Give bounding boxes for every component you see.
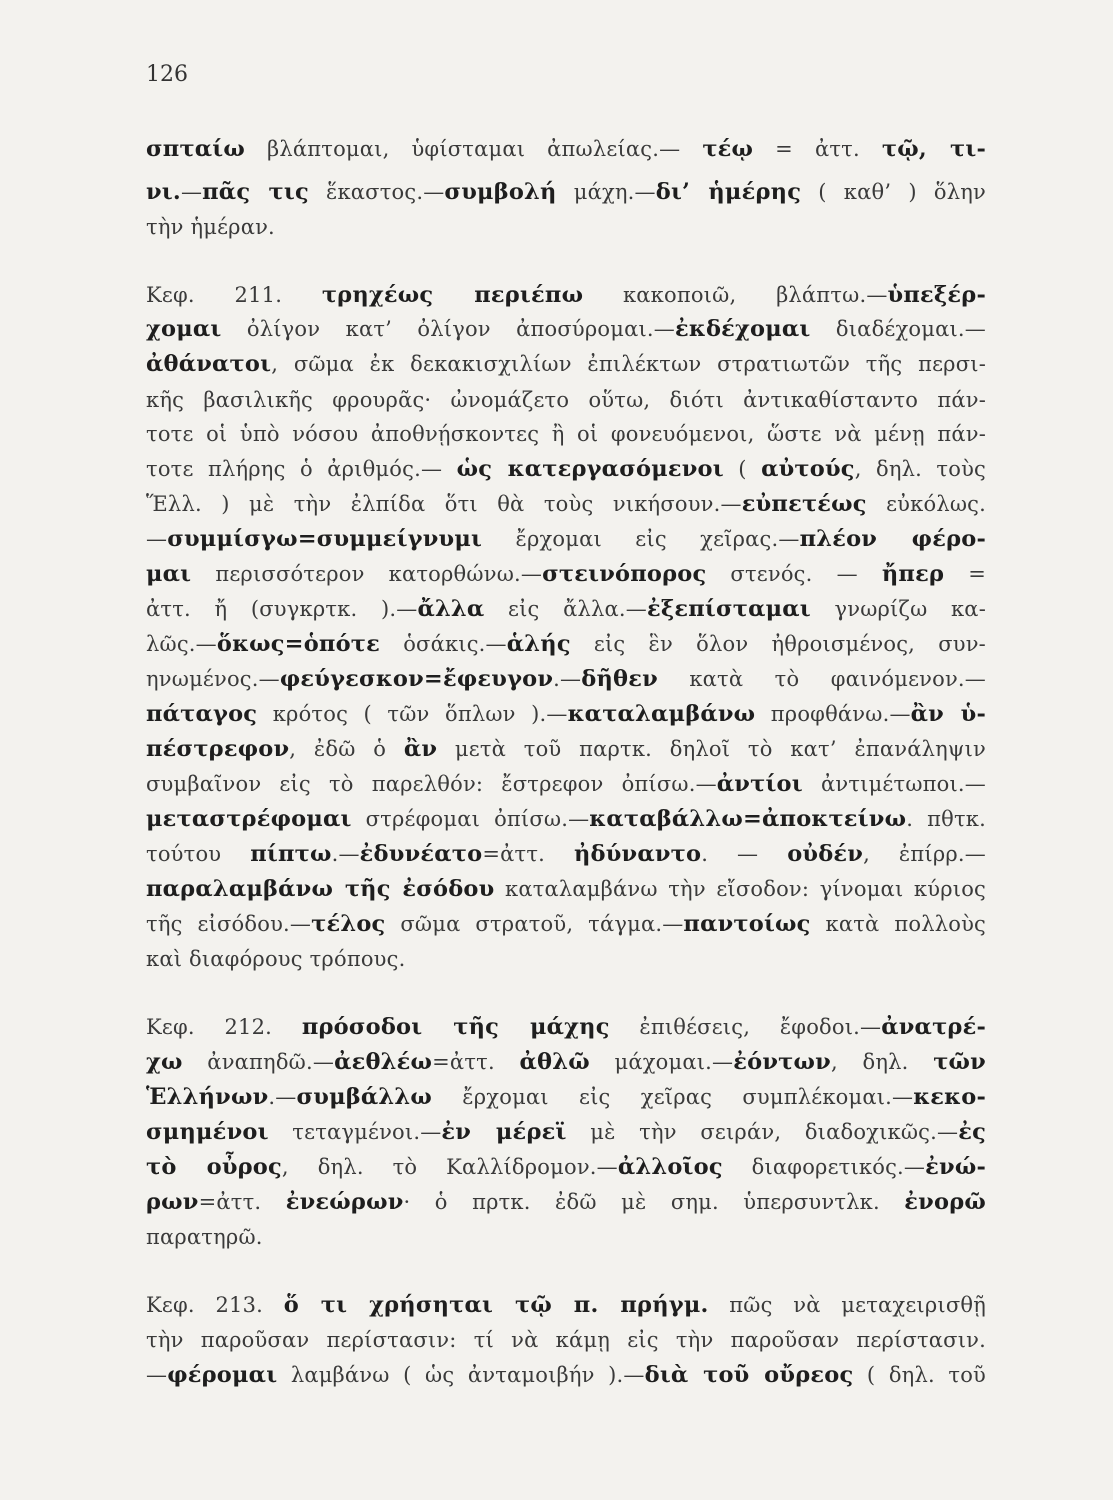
text-line <box>146 1191 986 1214</box>
gloss: = <box>944 562 987 586</box>
headword: σπταίω <box>146 136 246 162</box>
gloss: εἰς ἓν ὅλον ἠθροισμένος, συν- <box>570 632 986 656</box>
gloss: κατὰ πολλοὺς <box>810 912 986 936</box>
headword: ἐόντων <box>733 1049 831 1075</box>
gloss: λαμβάνω ( ὡς ἀνταμοιβήν ).— <box>277 1363 645 1387</box>
headword: καταλαμβάνω <box>567 701 756 727</box>
text-line <box>146 738 986 761</box>
gloss: — <box>146 1363 168 1387</box>
gloss: διαφορετικός.— <box>722 1155 926 1179</box>
headword: δι’ ἡμέρης <box>655 179 802 205</box>
gloss: Ἕλλ. ) μὲ τὴν ἐλπίδα ὅτι θὰ τοὺς νικήσουν.— <box>146 492 742 516</box>
gloss: μάχομαι.— <box>589 1050 734 1074</box>
gloss: τοτε οἱ ὑπὸ νόσου ἀποθνῄσκοντες ἢ οἱ φονευόμενοι, ὥστε νὰ μένῃ πάν- <box>146 422 986 446</box>
headword: τῶν <box>933 1049 986 1075</box>
gloss: ὀλίγον κατ’ ὀλίγον ἀποσύρομαι.— <box>221 317 675 341</box>
headword: χομαι <box>146 316 222 342</box>
text-line <box>146 1294 986 1317</box>
headword: ἠδύναντο <box>573 841 702 867</box>
text-line <box>146 216 986 239</box>
headword: τέλος <box>311 911 386 937</box>
gloss: .— <box>268 1085 297 1109</box>
headword: ἁλής <box>506 631 571 657</box>
text-line <box>146 1121 986 1144</box>
gloss: Κεφ. 212. <box>146 1015 302 1039</box>
gloss: κακοποιῶ, βλάπτω.— <box>583 283 888 307</box>
text-line <box>146 181 986 204</box>
gloss: =ἀττ. <box>482 842 574 866</box>
text-line <box>146 138 986 161</box>
gloss: βλάπτομαι, ὑφίσταμαι ἀπωλείας.— <box>245 137 703 161</box>
text-line <box>146 493 986 516</box>
gloss: κῆς βασιλικῆς φρουρᾶς· ὠνομάζετο οὕτω, διότι ἀντικαθίσταντο πάν- <box>146 388 986 412</box>
headword: ἀθλῶ <box>519 1049 590 1075</box>
gloss: τὴν ἡμέραν. <box>146 215 275 239</box>
gloss: ἀναπηδῶ.— <box>182 1050 335 1074</box>
headword: παντοίως <box>683 911 811 937</box>
text-line <box>146 318 986 341</box>
headword: παραλαμβάνω τῆς ἐσόδου <box>146 876 495 902</box>
gloss: τοτε πλήρης ὁ ἀριθμός.— <box>146 457 457 481</box>
gloss: πῶς νὰ μεταχειρισθῇ <box>708 1293 986 1317</box>
gloss: . πθτκ. <box>906 807 986 831</box>
gloss: στρέφομαι ὀπίσω.— <box>351 807 590 831</box>
headword: τέῳ <box>702 136 754 162</box>
text-line <box>146 703 986 726</box>
text-line <box>146 563 986 586</box>
text-line <box>146 1086 986 1109</box>
headword: πᾶς τις <box>202 179 309 205</box>
gloss: ἀντιμέτωποι.— <box>802 772 986 796</box>
gloss: ἐπιθέσεις, ἔφοδοι.— <box>609 1015 882 1039</box>
headword: φεύγεσκον=ἔφευγον <box>279 666 554 692</box>
text-line <box>146 1016 986 1039</box>
headword: πέστρεφον <box>146 736 290 762</box>
gloss: ηνωμένος.— <box>146 667 280 691</box>
headword: χω <box>146 1049 183 1075</box>
text-line <box>146 878 986 901</box>
gloss: κατὰ τὸ φαινόμενον.— <box>657 667 986 691</box>
headword: ἄλλα <box>417 596 485 622</box>
gloss: μὲ τὴν σειράν, διαδοχικῶς.— <box>566 1120 959 1144</box>
text-line <box>146 1226 986 1249</box>
headword: φέρομαι <box>167 1362 278 1388</box>
headword: στεινόπορος <box>542 561 707 587</box>
gloss: τεταγμένοι.— <box>268 1120 442 1144</box>
headword: τὸ οὖρος <box>146 1154 282 1180</box>
gloss: γνωρίζω κα- <box>810 597 986 621</box>
headword: ὡς κατεργασόμενοι <box>456 456 724 482</box>
headword: διὰ τοῦ οὔρεος <box>644 1362 854 1388</box>
gloss: εὐκόλως. <box>866 492 986 516</box>
gloss: καταλαμβάνω τὴν εἴσοδον: γίνομαι κύριος <box>494 877 987 901</box>
gloss: , ἐδῶ ὁ <box>289 737 404 761</box>
gloss: παρατηρῶ. <box>146 1225 263 1249</box>
headword: ἀντίοι <box>716 771 803 797</box>
text-line <box>146 528 986 551</box>
gloss: σῶμα στρατοῦ, τάγμα.— <box>385 912 684 936</box>
headword: ἐδυνέατο <box>359 841 483 867</box>
gloss: ἕκαστος.— <box>308 180 445 204</box>
text-line <box>146 1156 986 1179</box>
text-line <box>146 913 986 936</box>
text-line <box>146 843 986 866</box>
gloss: ἔρχομαι εἰς χεῖρας συμπλέκομαι.— <box>432 1085 914 1109</box>
headword: τῷ, τι- <box>881 136 986 162</box>
text-line <box>146 1051 986 1074</box>
gloss: — <box>180 180 203 204</box>
gloss: , δηλ. τὸ Καλλίδρομον.— <box>281 1155 618 1179</box>
headword: συμμίσγω=συμμείγνυμι <box>167 526 483 552</box>
text-line <box>146 423 986 446</box>
headword: νι. <box>146 179 181 205</box>
headword: πρόσοδοι τῆς μάχης <box>301 1014 610 1040</box>
headword: ὅ τι χρήσηται τῷ π. πρήγμ. <box>283 1292 709 1318</box>
gloss: , ἐπίρρ.— <box>863 842 986 866</box>
headword: ἀθάνατοι <box>146 351 272 377</box>
text-line <box>146 1364 986 1387</box>
headword: τρηχέως περιέπω <box>321 282 584 308</box>
headword: αὐτούς <box>761 456 855 482</box>
gloss: , δηλ. τοὺς <box>854 457 986 481</box>
gloss: τὴν παροῦσαν περίστασιν: τί νὰ κάμῃ εἰς τὴν παροῦσαν περίστασιν. <box>146 1328 986 1352</box>
gloss: ἀττ. ἤ (συγκρτκ. ).— <box>146 597 418 621</box>
gloss: ὁσάκις.— <box>380 632 507 656</box>
headword: σμημένοι <box>146 1119 269 1145</box>
headword: ἀλλοῖος <box>617 1154 723 1180</box>
gloss: τούτου <box>146 842 251 866</box>
headword: συμβάλλω <box>296 1084 432 1110</box>
headword: ἂν ὑ- <box>910 701 986 727</box>
gloss: περισσότερον κατορθώνω.— <box>191 562 543 586</box>
gloss: Κεφ. 211. <box>146 283 322 307</box>
gloss: . — <box>701 842 788 866</box>
gloss: ( δηλ. τοῦ <box>853 1363 986 1387</box>
headword: κεκο- <box>913 1084 986 1110</box>
headword: οὐδέν <box>787 841 864 867</box>
gloss: — <box>146 527 168 551</box>
headword: ρων <box>146 1189 199 1215</box>
gloss: εἰς ἄλλα.— <box>484 597 647 621</box>
text-line <box>146 598 986 621</box>
gloss: ἔρχομαι εἰς χεῖρας.— <box>482 527 800 551</box>
gloss: ( καθ’ ) ὅλην <box>801 180 986 204</box>
headword: συμβολή <box>444 179 557 205</box>
gloss: συμβαῖνον εἰς τὸ παρελθόν: ἔστρεφον ὀπίσω.— <box>146 772 717 796</box>
gloss: · ὁ πρτκ. ἐδῶ μὲ σημ. ὑπερσυντλκ. <box>403 1190 905 1214</box>
gloss: διαδέχομαι.— <box>810 317 986 341</box>
headword: ἐς <box>958 1119 987 1145</box>
gloss: , δηλ. <box>830 1050 934 1074</box>
gloss: τῆς εἰσόδου.— <box>146 912 312 936</box>
headword: καταβάλλω=ἀποκτείνω <box>589 806 907 832</box>
headword: ὑπεξέρ- <box>887 282 986 308</box>
headword: πίπτω <box>250 841 332 867</box>
headword: ἐν μέρεϊ <box>441 1119 567 1145</box>
gloss: καὶ διαφόρους τρόπους. <box>146 947 406 971</box>
headword: ἐνεώρων <box>285 1189 404 1215</box>
headword: μεταστρέφομαι <box>146 806 352 832</box>
headword: ἐξεπίσταμαι <box>646 596 811 622</box>
headword: ἐνορῶ <box>904 1189 986 1215</box>
text-line <box>146 284 986 307</box>
gloss: μετὰ τοῦ παρτκ. δηλοῖ τὸ κατ’ ἐπανάληψιν <box>437 737 986 761</box>
text-line <box>146 353 986 376</box>
headword: μαι <box>146 561 192 587</box>
gloss: =ἀττ. <box>432 1050 520 1074</box>
headword: εὐπετέως <box>741 491 867 517</box>
headword: ἀνατρέ- <box>881 1014 986 1040</box>
text-line <box>146 808 986 831</box>
headword: Ἑλλήνων <box>146 1084 269 1110</box>
gloss: , σῶμα ἐκ δεκακισχιλίων ἐπιλέκτων στρατιωτῶν τῆς περσι- <box>271 352 986 376</box>
headword: πλέον φέρο- <box>799 526 987 552</box>
gloss: ( <box>723 457 762 481</box>
headword: ἂν <box>403 736 438 762</box>
headword: ἀεθλέω <box>334 1049 433 1075</box>
headword: ἐκδέχομαι <box>675 316 811 342</box>
text-line <box>146 1329 986 1352</box>
text-line <box>146 633 986 656</box>
text-line <box>146 389 986 412</box>
gloss: = ἀττ. <box>753 137 882 161</box>
gloss: λῶς.— <box>146 632 217 656</box>
text-line <box>146 773 986 796</box>
page-number: 126 <box>146 62 188 87</box>
text-line <box>146 458 986 481</box>
text-line <box>146 668 986 691</box>
headword: ἤπερ <box>881 561 945 587</box>
gloss: στενός. — <box>706 562 882 586</box>
headword: πάταγος <box>146 701 258 727</box>
gloss: κρότος ( τῶν ὅπλων ).— <box>257 702 568 726</box>
headword: δῆθεν <box>581 666 658 692</box>
gloss: .— <box>331 842 360 866</box>
gloss: προφθάνω.— <box>755 702 911 726</box>
headword: ὅκως=ὁπότε <box>216 631 381 657</box>
gloss: =ἀττ. <box>198 1190 286 1214</box>
gloss: μάχη.— <box>556 180 656 204</box>
gloss: .— <box>553 667 582 691</box>
headword: ἐνώ- <box>925 1154 986 1180</box>
gloss: Κεφ. 213. <box>146 1293 284 1317</box>
text-line <box>146 948 986 971</box>
